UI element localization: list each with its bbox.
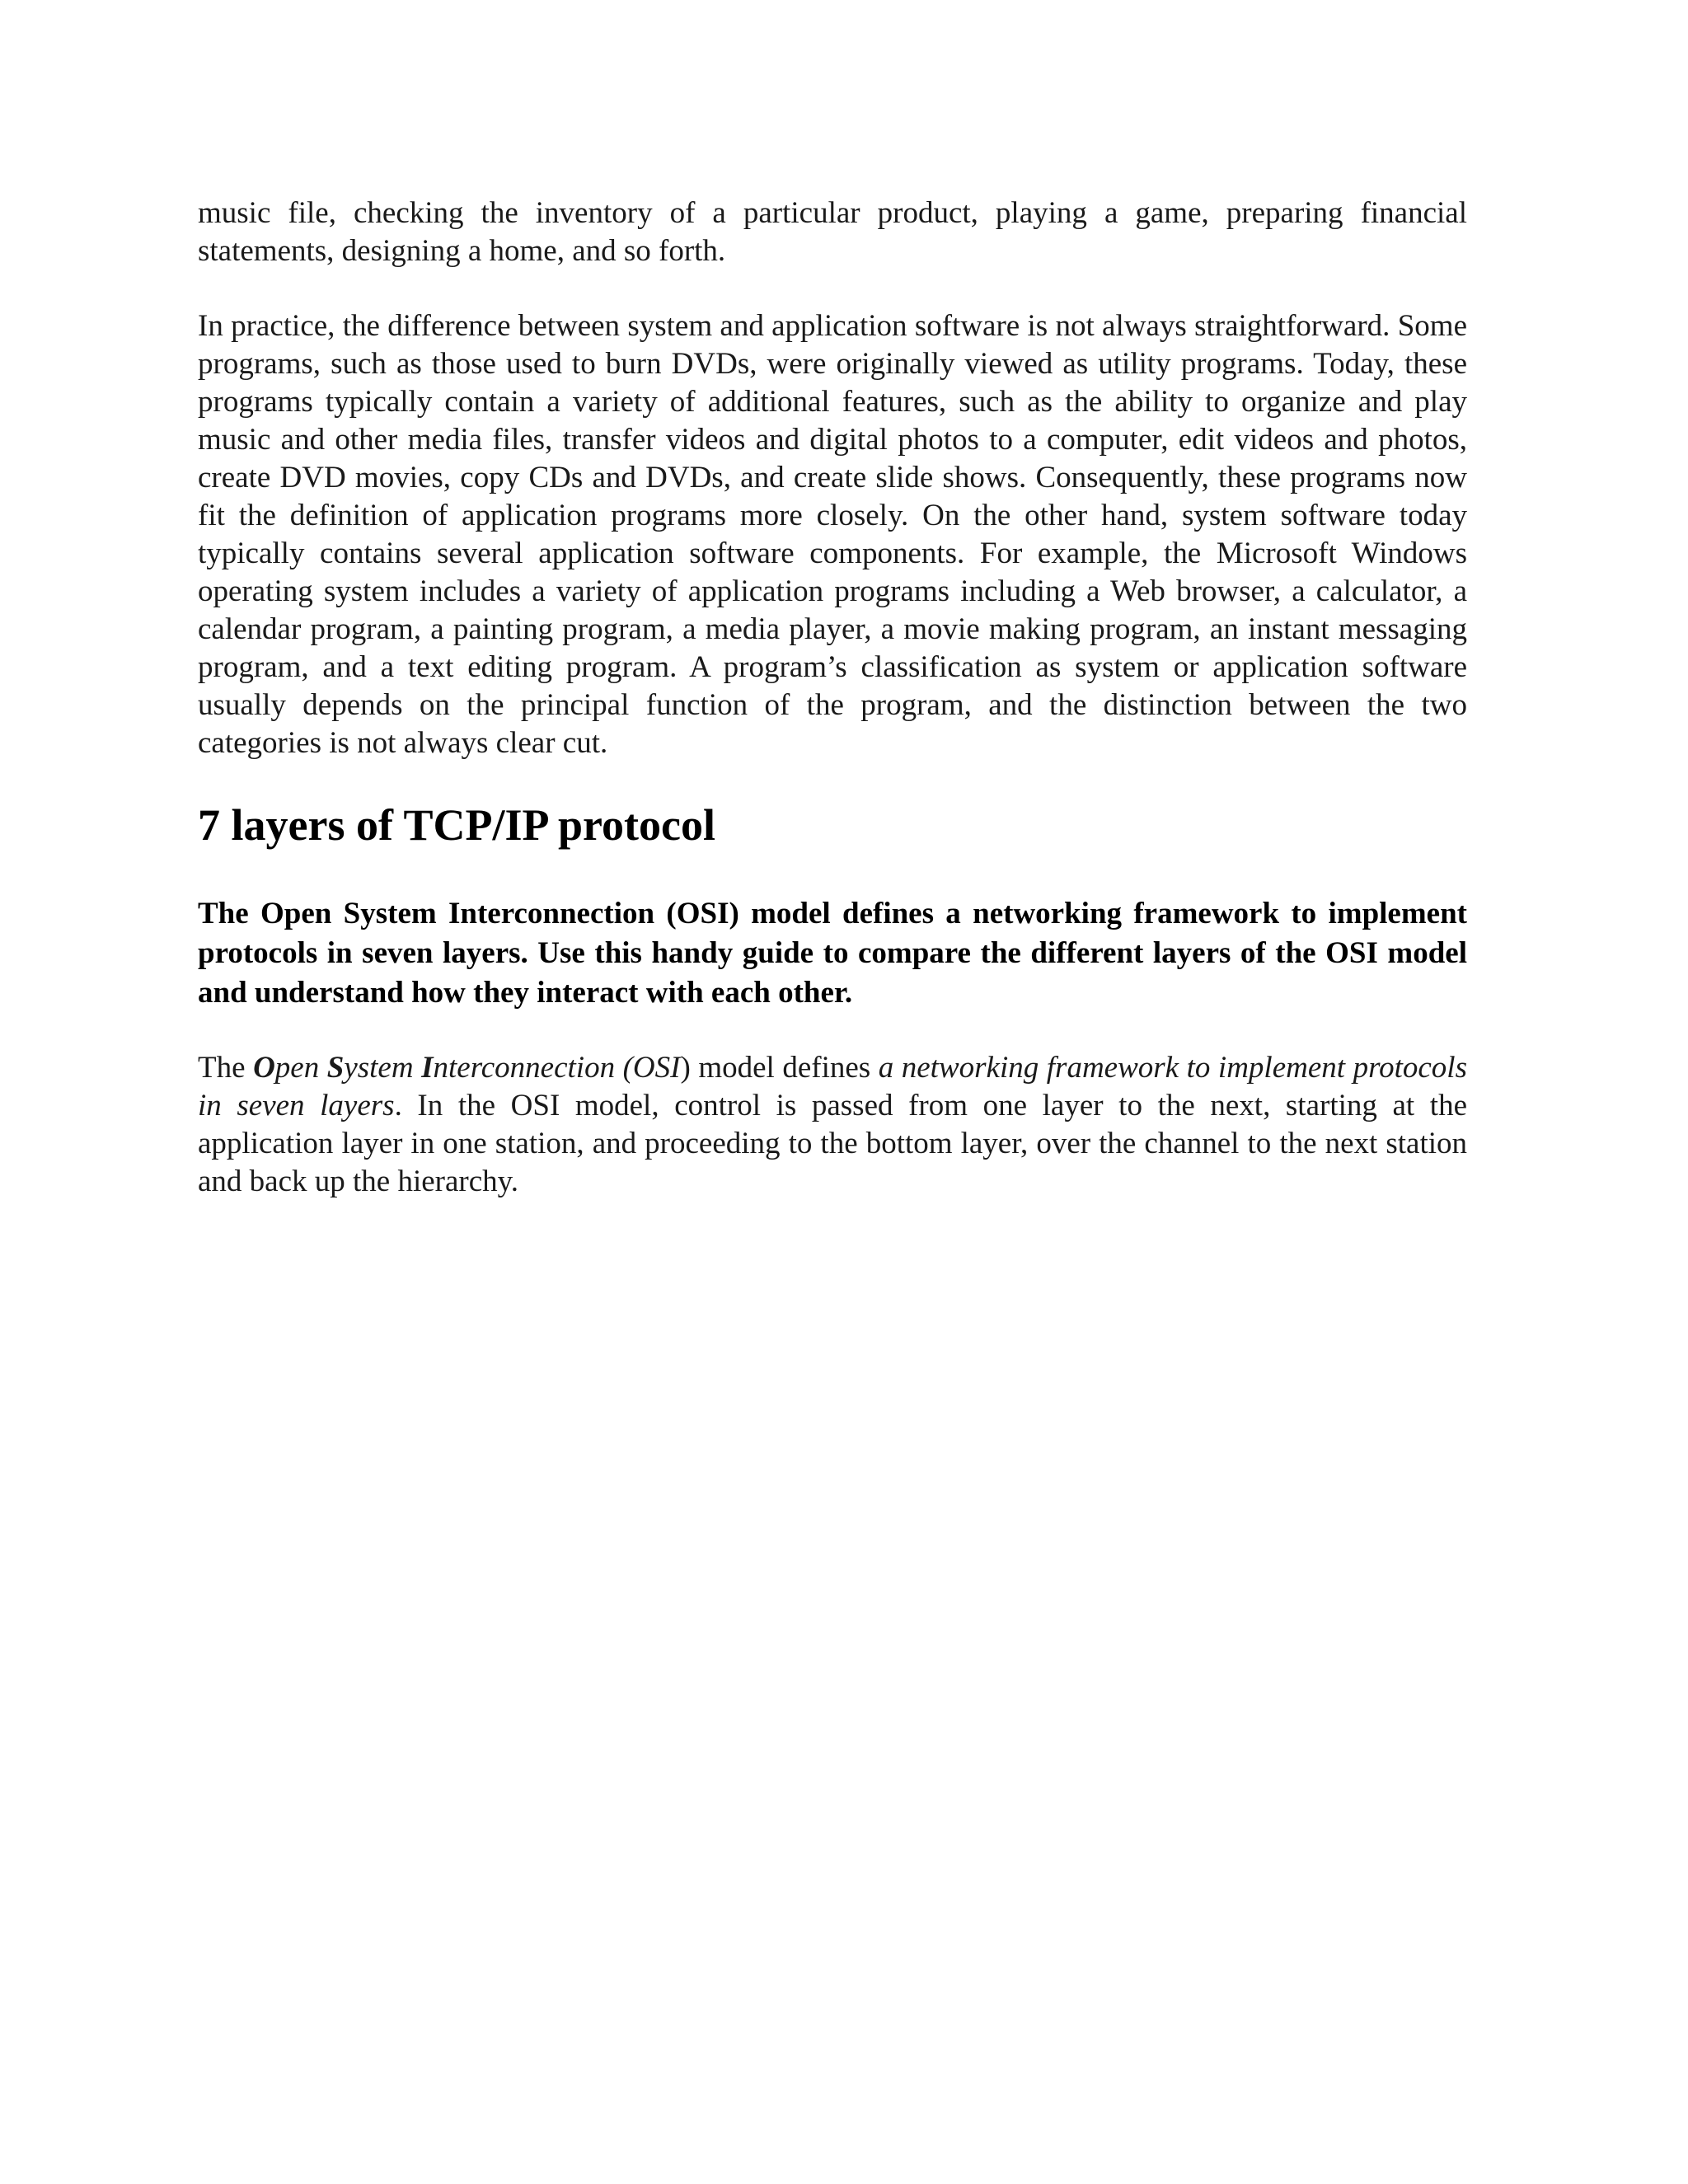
osi-initial-i: I <box>421 1051 434 1085</box>
osi-text-ystem: ystem <box>344 1051 422 1085</box>
osi-initial-s: S <box>326 1051 345 1085</box>
section-heading: 7 layers of TCP/IP protocol <box>198 800 715 850</box>
paragraph-system-vs-application: In practice, the difference between system and application software is not always straightforward. Some programs, such as those used to burn DVDs, were originally viewed as utility programs. Today, these programs typically contain a variety of additional features, such as the ability to organize and play music and other media files, transfer videos and digital photos to a computer, edit videos and photos, create DVD movies, copy CDs and DVDs, and create slide shows. Consequently, these programs now fit the definition of application programs more closely. On the other hand, system software today typically contains several application software components. For example, the Microsoft Windows operating system includes a variety of application programs including a Web browser, a calculator, a calendar program, a painting program, a media player, a movie making program, an instant messaging program, and a text editing program. A program’s classification as system or application software usually depends on the principal function of the program, and the distinction between the two categories is not always clear cut. <box>198 309 1467 760</box>
osi-initial-o: O <box>253 1051 275 1085</box>
osi-text-nterconnection: nterconnection (OSI <box>433 1051 681 1085</box>
osi-text-pen: pen <box>274 1051 327 1085</box>
osi-italic-phrase: a networking framework to implement protocols in seven layers <box>198 1051 1467 1122</box>
osi-text-the: The <box>198 1051 254 1085</box>
osi-text-rest: . In the OSI model, control is passed from one layer to the next, starting at the application layer in one station, and proceeding to the bottom layer, over the channel to the next station and back up the hierarchy. <box>198 1089 1467 1198</box>
paragraph-application-examples: music file, checking the inventory of a particular product, playing a game, preparing financial statements, designing a home, and so forth. <box>198 196 1467 268</box>
lead-paragraph: The Open System Interconnection (OSI) model defines a networking framework to implement protocols in seven layers. Use this handy guide to compare the different layers of the OSI model and understand how they interact with each other. <box>198 897 1467 1010</box>
document-page <box>198 194 1467 1201</box>
osi-text-model-defines: model defines <box>690 1051 879 1085</box>
osi-text-close-paren: ) <box>680 1051 691 1085</box>
osi-paragraph <box>198 1049 1467 1201</box>
